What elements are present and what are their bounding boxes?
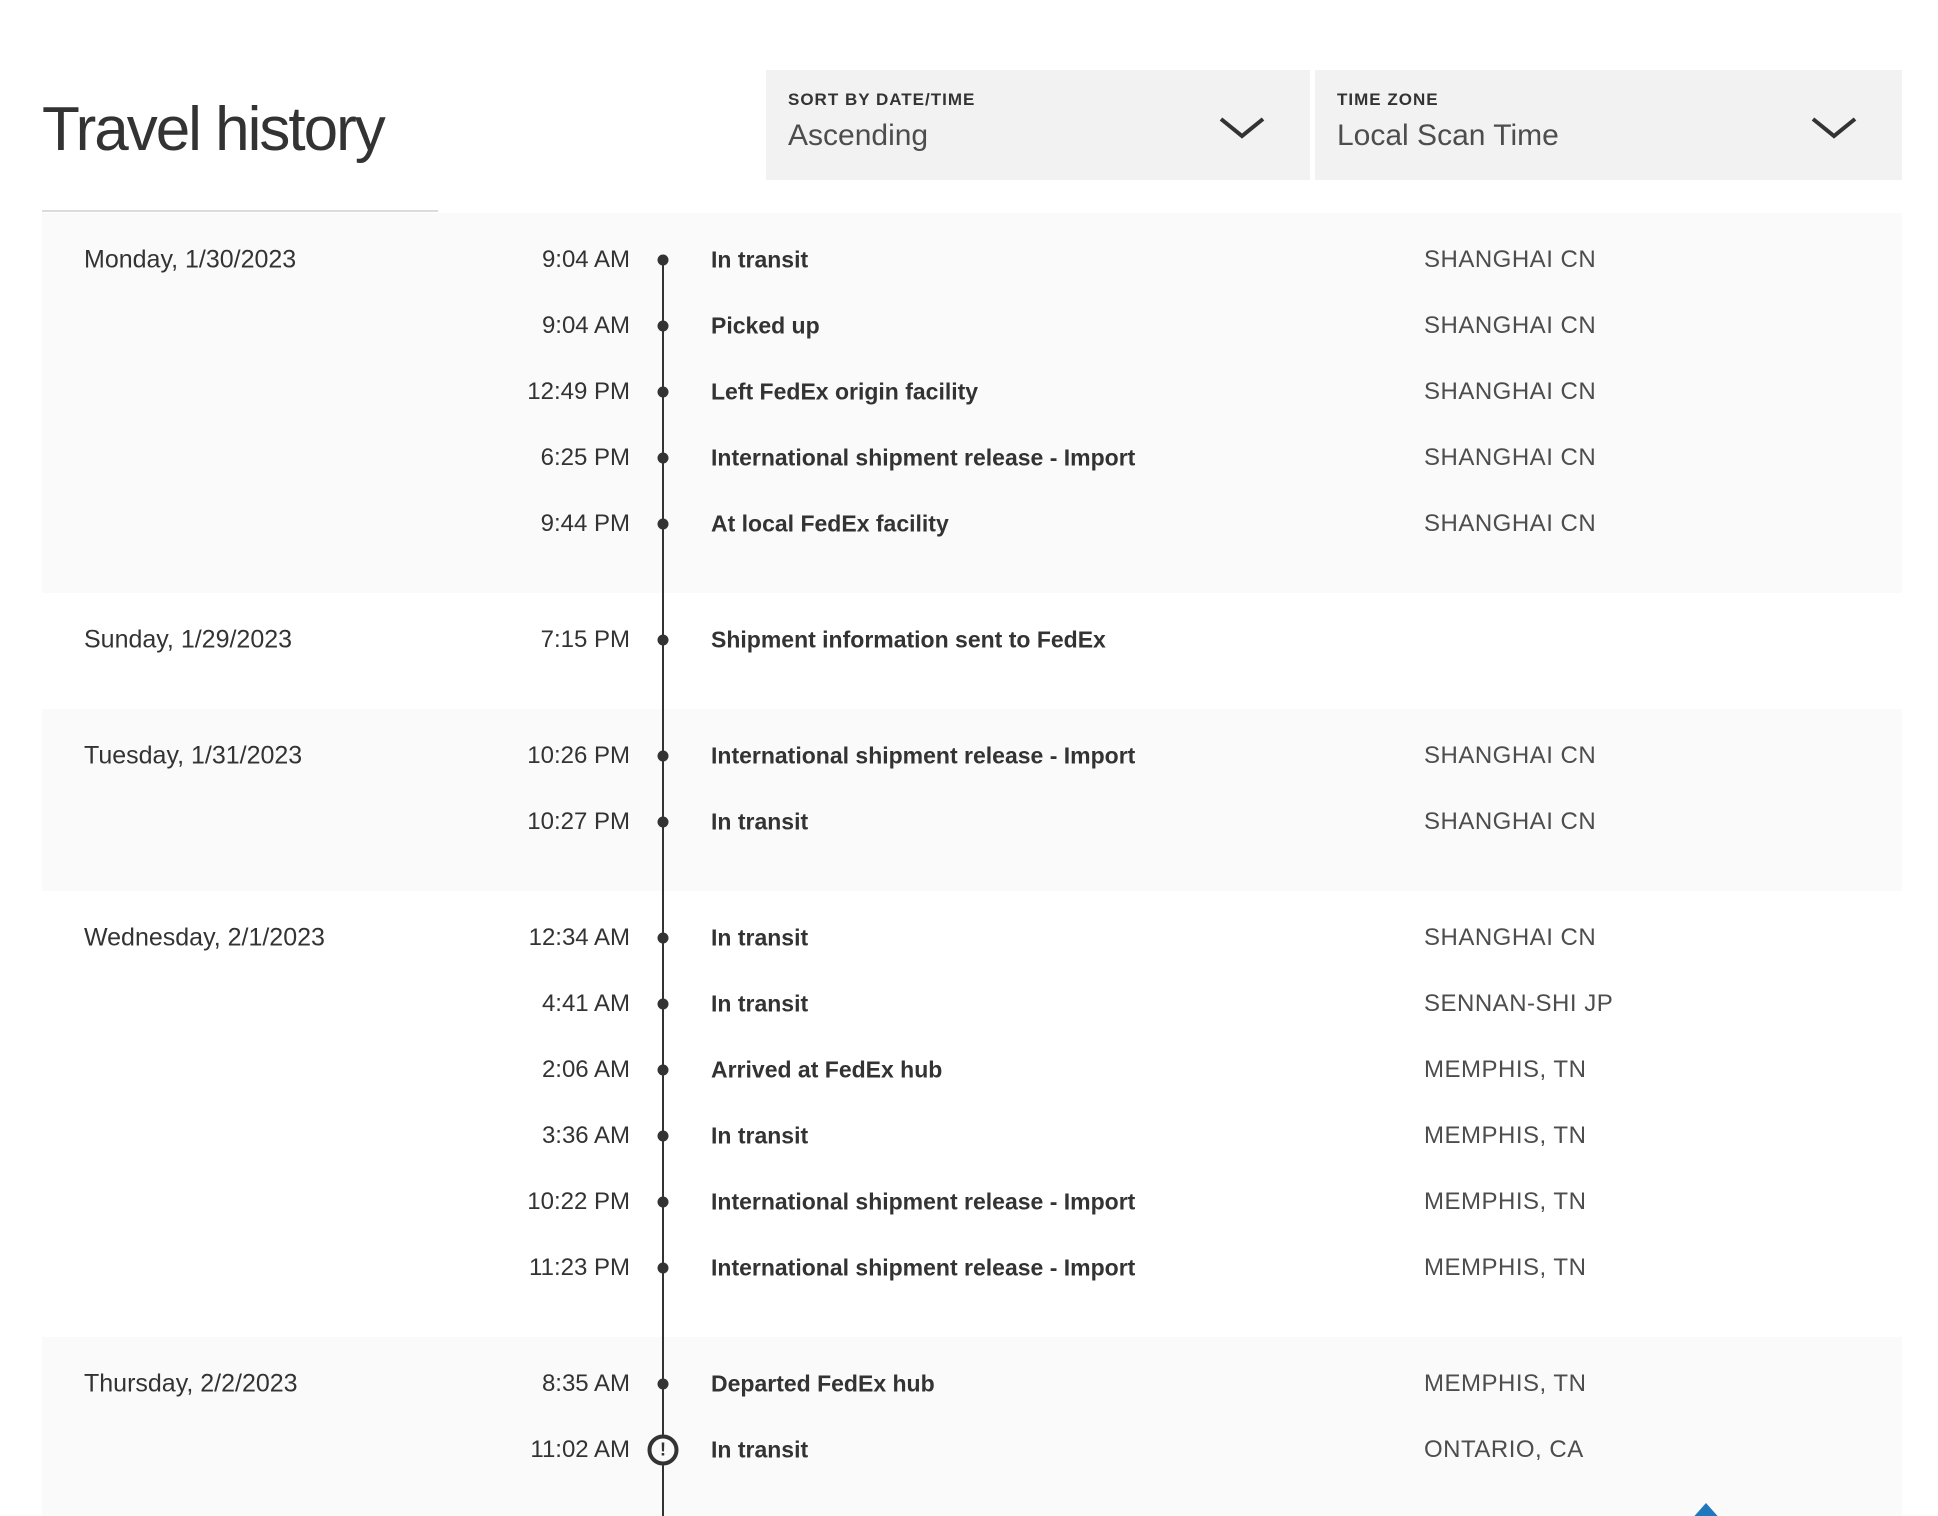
event-location: SHANGHAI CN xyxy=(1424,444,1597,471)
sort-by-value: Ascending xyxy=(788,119,929,152)
header-divider xyxy=(42,210,438,212)
event-status: Left FedEx origin facility xyxy=(711,378,979,405)
group-date: Monday, 1/30/2023 xyxy=(84,245,297,274)
event-time: 10:22 PM xyxy=(527,1188,630,1215)
event-status: Shipment information sent to FedEx xyxy=(711,626,1106,653)
travel-history-group xyxy=(42,1337,1902,1516)
time-zone-value: Local Scan Time xyxy=(1337,119,1559,152)
event-status: In transit xyxy=(711,246,809,273)
travel-history-row xyxy=(42,293,1902,359)
timeline-dot-icon xyxy=(658,453,669,464)
travel-history-row xyxy=(42,425,1902,491)
event-time: 10:26 PM xyxy=(527,742,630,769)
group-date: Tuesday, 1/31/2023 xyxy=(84,741,303,770)
timeline-dot-icon xyxy=(658,1263,669,1274)
travel-history-row xyxy=(42,1103,1902,1169)
event-location: SHANGHAI CN xyxy=(1424,510,1597,537)
timeline-dot-icon xyxy=(658,817,669,828)
event-status: International shipment release - Import xyxy=(711,1254,1136,1281)
event-time: 9:04 AM xyxy=(541,312,630,339)
travel-history-group xyxy=(42,709,1902,891)
timeline-dot-icon xyxy=(658,519,669,530)
timeline-dot-icon xyxy=(658,635,669,646)
event-time: 9:44 PM xyxy=(540,510,630,537)
travel-history-row xyxy=(42,359,1902,425)
group-rows xyxy=(42,227,1902,557)
event-time: 7:15 PM xyxy=(540,626,630,653)
group-rows xyxy=(42,905,1902,1301)
exclamation-circle-icon: ! xyxy=(648,1435,679,1466)
event-status: International shipment release - Import xyxy=(711,1188,1136,1215)
event-location: ONTARIO, CA xyxy=(1424,1436,1584,1463)
travel-history-row xyxy=(42,971,1902,1037)
event-time: 8:35 AM xyxy=(541,1370,630,1397)
event-status: In transit xyxy=(711,1122,809,1149)
chevron-down-icon xyxy=(1218,116,1266,140)
travel-history-row xyxy=(42,227,1902,293)
time-zone-dropdown[interactable] xyxy=(1315,70,1902,180)
event-location: MEMPHIS, TN xyxy=(1424,1056,1587,1083)
group-rows xyxy=(42,723,1902,855)
group-date: Sunday, 1/29/2023 xyxy=(84,625,293,654)
time-zone-label: TIME ZONE xyxy=(1337,90,1439,109)
timeline-dot-icon xyxy=(658,387,669,398)
travel-history-row xyxy=(42,1169,1902,1235)
travel-history-row xyxy=(42,1351,1902,1417)
timeline-dot-icon xyxy=(658,933,669,944)
timeline-dot-icon xyxy=(658,999,669,1010)
event-status: In transit xyxy=(711,990,809,1017)
event-location: SHANGHAI CN xyxy=(1424,246,1597,273)
group-rows xyxy=(42,1351,1902,1483)
event-time: 4:41 AM xyxy=(541,990,630,1017)
event-status: In transit xyxy=(711,808,809,835)
timeline-dot-icon xyxy=(658,1131,669,1142)
event-status: Departed FedEx hub xyxy=(711,1370,935,1397)
group-rows xyxy=(42,607,1902,673)
chevron-down-icon xyxy=(1810,116,1858,140)
event-status: In transit xyxy=(711,1436,809,1463)
travel-history-row xyxy=(42,607,1902,673)
event-time: 12:49 PM xyxy=(527,378,630,405)
sort-by-label: SORT BY DATE/TIME xyxy=(788,90,976,109)
group-date: Wednesday, 2/1/2023 xyxy=(84,923,325,952)
timeline-dot-icon xyxy=(658,255,669,266)
back-to-top-button[interactable] xyxy=(1684,1502,1728,1516)
timeline-dot-icon xyxy=(658,751,669,762)
event-time: 11:23 PM xyxy=(529,1254,630,1281)
event-location: SHANGHAI CN xyxy=(1424,378,1597,405)
event-location: SHANGHAI CN xyxy=(1424,924,1597,951)
timeline-dot-icon xyxy=(658,1379,669,1390)
event-location: MEMPHIS, TN xyxy=(1424,1122,1587,1149)
travel-history-row xyxy=(42,789,1902,855)
sort-by-dropdown[interactable] xyxy=(766,70,1310,180)
timeline-dot-icon xyxy=(658,1065,669,1076)
travel-history-row xyxy=(42,1037,1902,1103)
event-time: 3:36 AM xyxy=(541,1122,630,1149)
timeline-dot-icon xyxy=(658,1197,669,1208)
event-location: SENNAN-SHI JP xyxy=(1424,990,1614,1017)
event-status: In transit xyxy=(711,924,809,951)
event-status: Picked up xyxy=(711,312,820,339)
travel-history-group xyxy=(42,213,1902,593)
timeline-line xyxy=(662,260,664,1516)
travel-history-list xyxy=(42,213,1902,1516)
group-date: Thursday, 2/2/2023 xyxy=(84,1369,298,1398)
travel-history-row xyxy=(42,1235,1902,1301)
event-time: 11:02 AM xyxy=(530,1436,630,1463)
page-title: Travel history xyxy=(42,94,384,164)
event-location: MEMPHIS, TN xyxy=(1424,1254,1587,1281)
timeline-dot-icon xyxy=(658,321,669,332)
event-time: 9:04 AM xyxy=(541,246,630,273)
event-time: 2:06 AM xyxy=(541,1056,630,1083)
event-status: International shipment release - Import xyxy=(711,444,1136,471)
travel-history-row xyxy=(42,723,1902,789)
travel-history-row xyxy=(42,905,1902,971)
travel-history-row xyxy=(42,1417,1902,1483)
travel-history-row xyxy=(42,491,1902,557)
event-status: International shipment release - Import xyxy=(711,742,1136,769)
event-location: SHANGHAI CN xyxy=(1424,808,1597,835)
event-time: 6:25 PM xyxy=(540,444,630,471)
event-time: 10:27 PM xyxy=(527,808,630,835)
travel-history-group xyxy=(42,891,1902,1337)
event-location: MEMPHIS, TN xyxy=(1424,1370,1587,1397)
event-time: 12:34 AM xyxy=(528,924,630,951)
travel-history-group xyxy=(42,593,1902,709)
event-status: Arrived at FedEx hub xyxy=(711,1056,943,1083)
event-status: At local FedEx facility xyxy=(711,510,949,537)
event-location: SHANGHAI CN xyxy=(1424,742,1597,769)
event-location: SHANGHAI CN xyxy=(1424,312,1597,339)
event-location: MEMPHIS, TN xyxy=(1424,1188,1587,1215)
